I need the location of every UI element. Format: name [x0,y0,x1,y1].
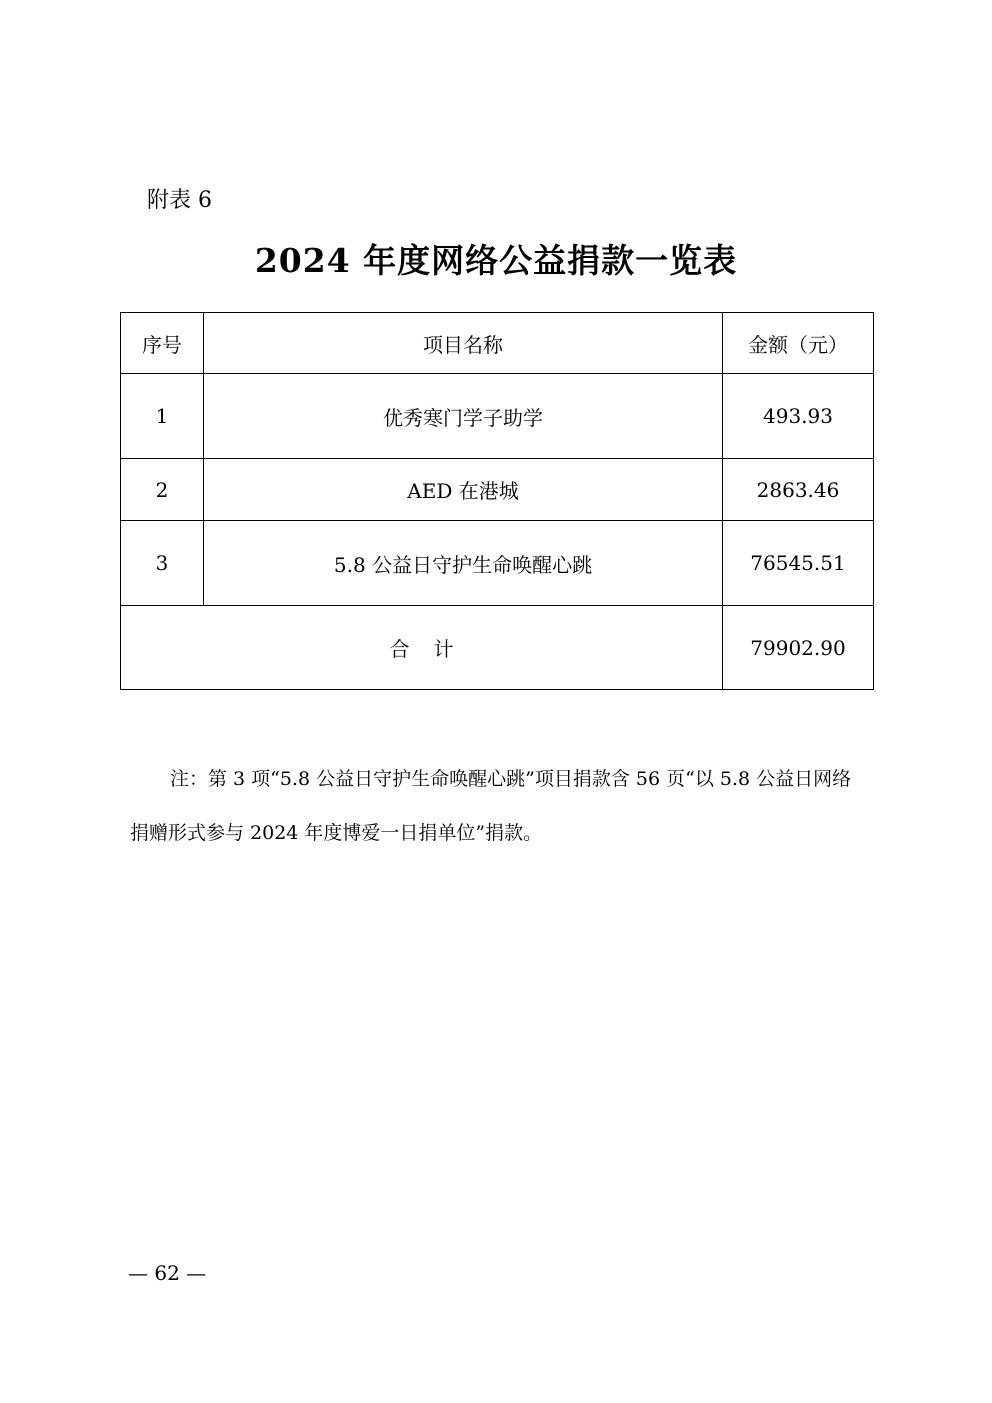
row-project-name: 5.8 公益日守护生命唤醒心跳 [204,521,723,606]
table-row [121,459,874,521]
page-number: — 62 — [128,1261,207,1285]
header-project-name: 项目名称 [204,313,723,374]
row-no: 2 [121,459,204,521]
total-amount: 79902.90 [723,606,874,690]
table-row [121,374,874,459]
header-amount: 金额（元） [723,313,874,374]
total-label: 合计 [121,606,723,690]
note-section [130,752,870,860]
donation-table [120,312,874,690]
header-no: 序号 [121,313,204,374]
page-title: 2024 年度网络公益捐款一览表 [254,241,738,280]
table-row [121,521,874,606]
row-amount: 2863.46 [723,459,874,521]
row-amount: 493.93 [723,374,874,459]
row-amount: 76545.51 [723,521,874,606]
row-no: 3 [121,521,204,606]
table-header-row [121,313,874,374]
table-total-row [121,606,874,690]
row-project-name: 优秀寒门学子助学 [204,374,723,459]
appendix-label: 附表 6 [147,188,212,213]
row-no: 1 [121,374,204,459]
row-project-name: AED 在港城 [204,459,723,521]
note-text: 注：第 3 项“5.8 公益日守护生命唤醒心跳”项目捐款含 56 页“以 5.8 公益日网络捐赠形式参与 2024 年度博爱一日捐单位”捐款。 [130,768,852,844]
